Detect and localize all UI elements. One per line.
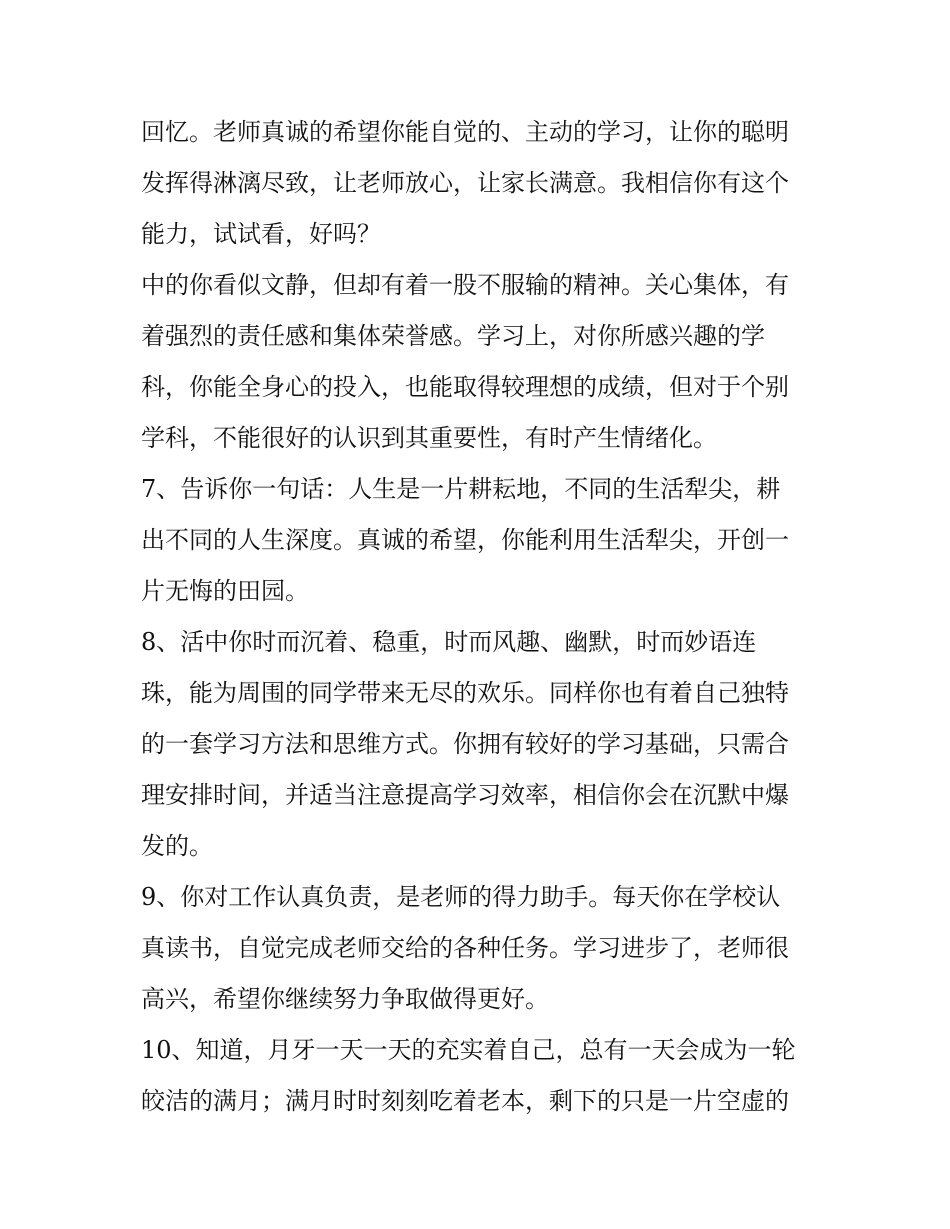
- text-line: 理安排时间，并适当注意提高学习效率，相信你会在沉默中爆: [141, 781, 789, 809]
- text-line: 9、你对工作认真负责，是老师的得力助手。每天你在学校认: [141, 883, 781, 911]
- text-line: 珠，能为周围的同学带来无尽的欢乐。同样你也有着自己独特: [141, 679, 789, 707]
- text-line: 着强烈的责任感和集体荣誉感。学习上，对你所感兴趣的学: [141, 322, 765, 350]
- text-line: 的一套学习方法和思维方式。你拥有较好的学习基础，只需合: [141, 730, 789, 758]
- text-line: 回忆。老师真诚的希望你能自觉的、主动的学习，让你的聪明: [141, 118, 789, 146]
- text-line: 科，你能全身心的投入，也能取得较理想的成绩，但对于个别: [141, 373, 789, 401]
- text-line: 皎洁的满月；满月时时刻刻吃着老本，剩下的只是一片空虚的: [141, 1087, 789, 1115]
- text-line: 8、活中你时而沉着、稳重，时而风趣、幽默，时而妙语连: [141, 628, 757, 656]
- text-line: 片无悔的田园。: [141, 577, 309, 605]
- text-line: 能力，试试看，好吗？: [141, 220, 381, 248]
- text-line: 10、知道，月牙一天一天的充实着自己，总有一天会成为一轮: [141, 1036, 796, 1064]
- text-line: 发挥得淋漓尽致，让老师放心，让家长满意。我相信你有这个: [141, 169, 789, 197]
- text-line: 出不同的人生深度。真诚的希望，你能利用生活犁尖，开创一: [141, 526, 789, 554]
- text-line: 高兴，希望你继续努力争取做得更好。: [141, 985, 549, 1013]
- document-body: [141, 107, 821, 1127]
- text-line: 中的你看似文静，但却有着一股不服输的精神。关心集体，有: [141, 271, 789, 299]
- text-line: 发的。: [141, 832, 213, 860]
- text-line: 7、告诉你一句话：人生是一片耕耘地，不同的生活犁尖，耕: [141, 475, 781, 503]
- text-line: 学科，不能很好的认识到其重要性，有时产生情绪化。: [141, 424, 717, 452]
- text-line: 真读书，自觉完成老师交给的各种任务。学习进步了，老师很: [141, 934, 789, 962]
